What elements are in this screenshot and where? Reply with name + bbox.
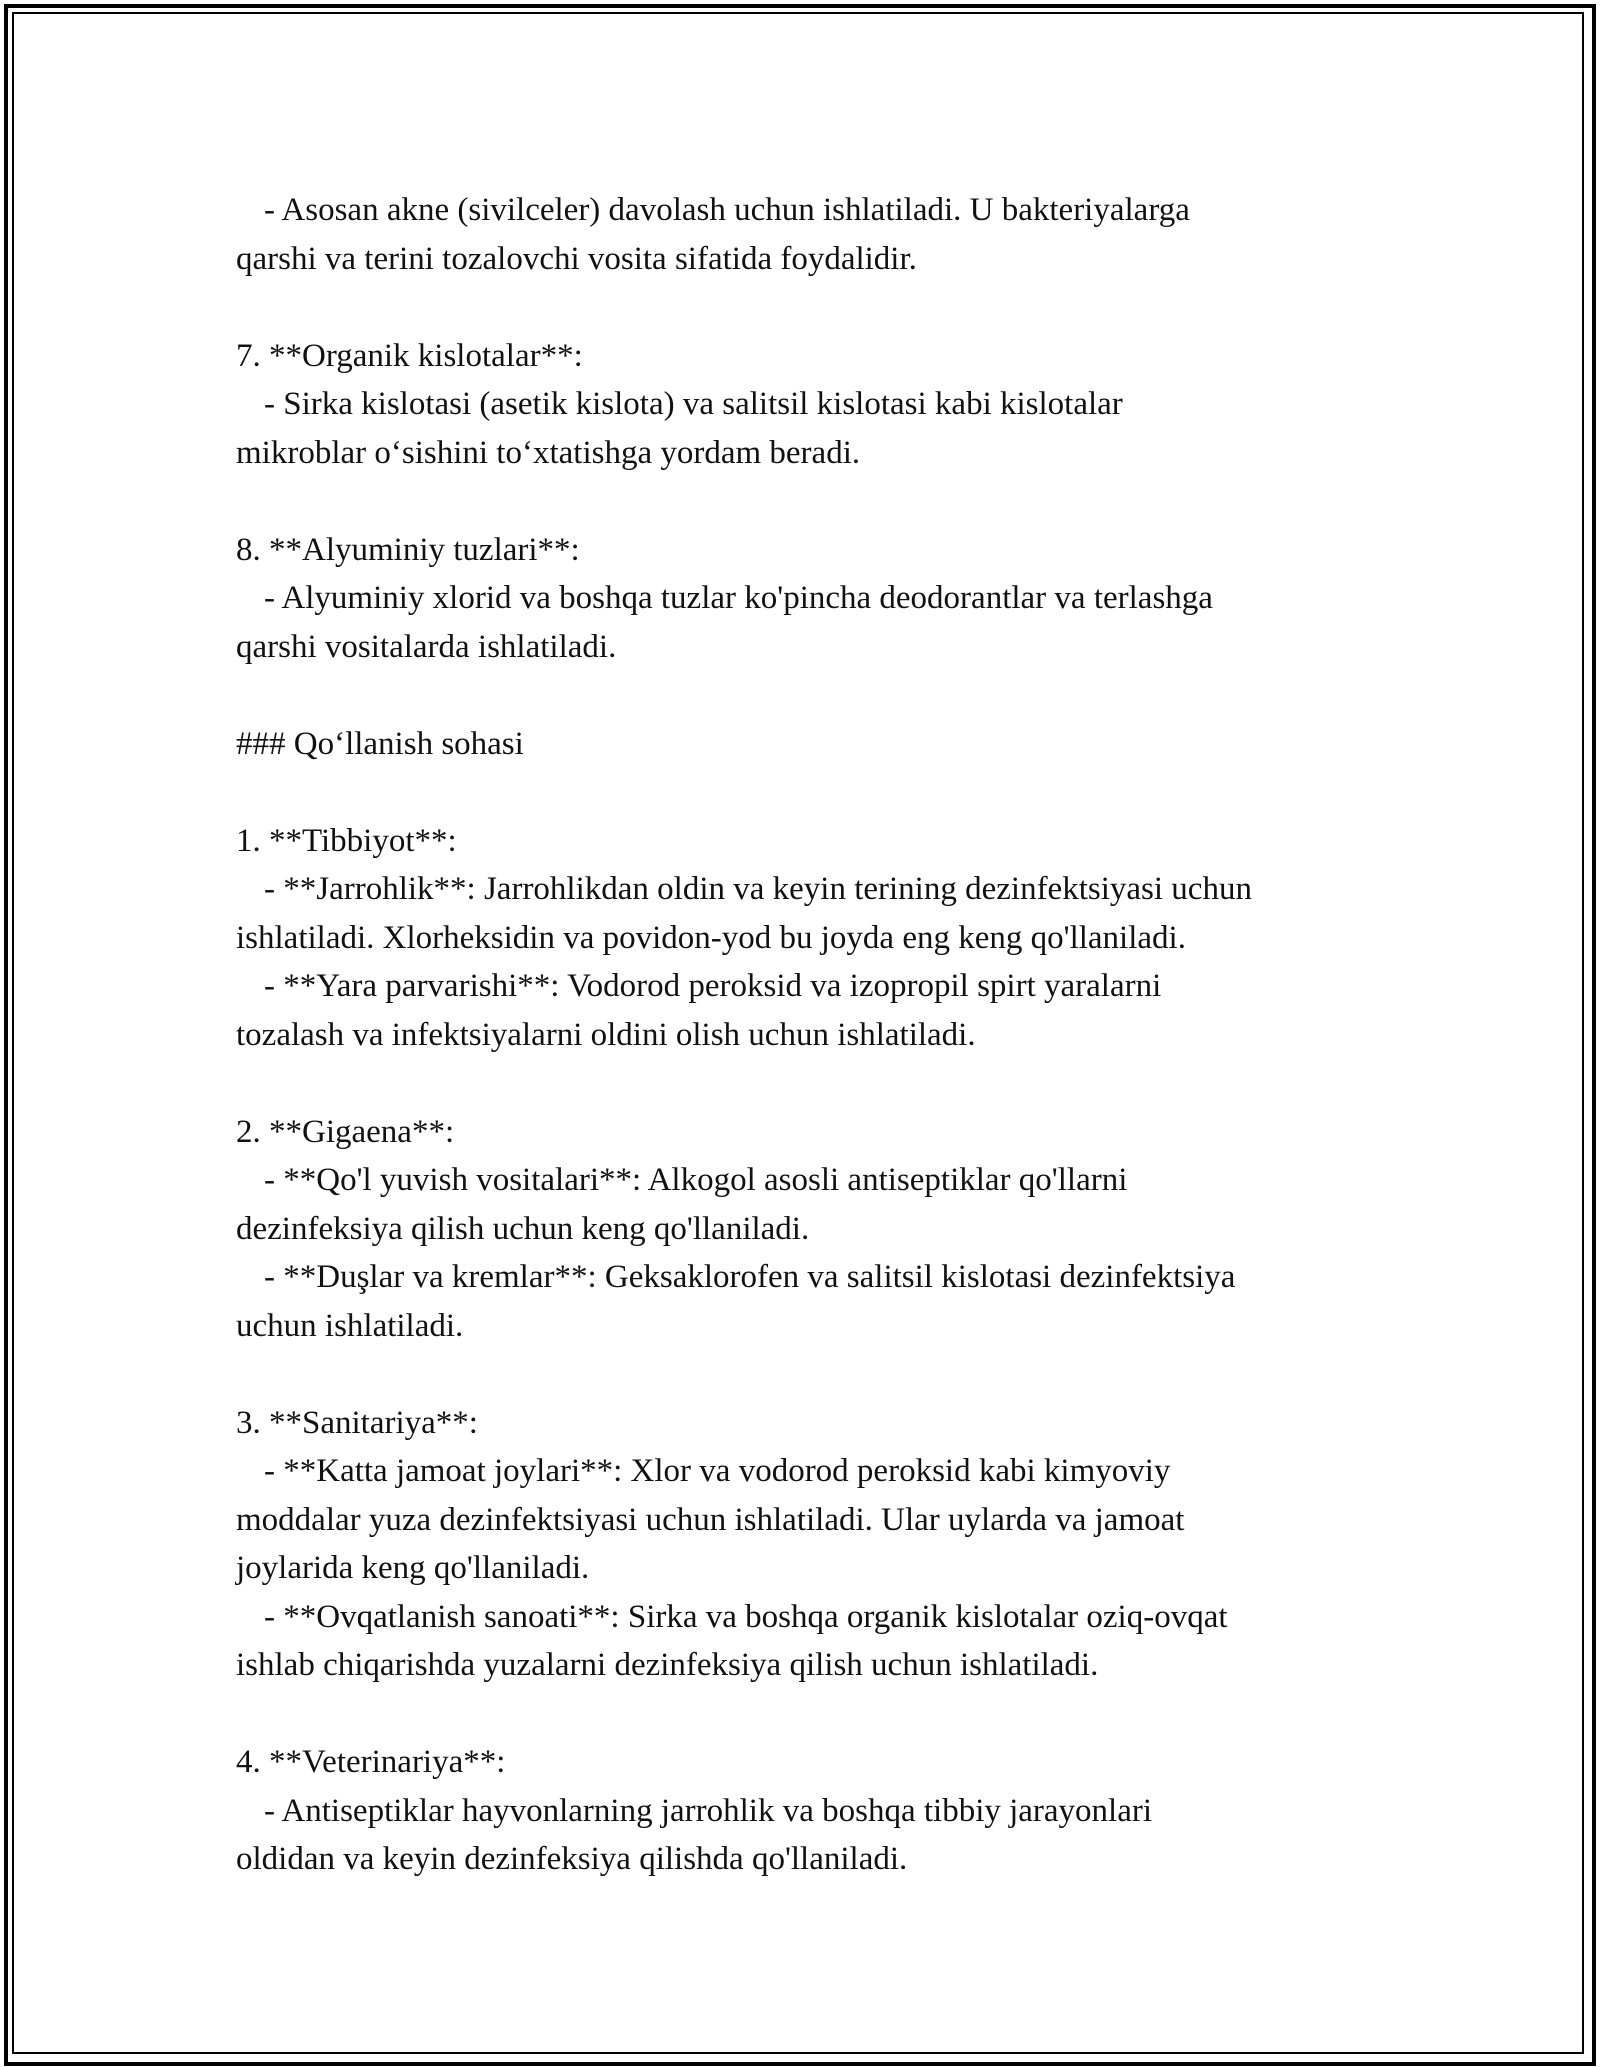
document-body: [236, 186, 1416, 1932]
text-line: 8. **Alyuminiy tuzlari**:: [236, 531, 580, 568]
text-line: dezinfeksiya qilish uchun keng qo'llaniladi.: [236, 1210, 810, 1247]
text-block: [236, 526, 1416, 672]
text-block: [236, 186, 1416, 283]
text-line: oldidan va keyin dezinfeksiya qilishda qo'llaniladi.: [236, 1841, 908, 1877]
text-line: - Antiseptiklar hayvonlarning jarrohlik va boshqa tibbiy jarayonlari: [264, 1792, 1153, 1829]
text-line: uchun ishlatiladi.: [236, 1307, 464, 1344]
text-line: joylarida keng qo'llaniladi.: [236, 1550, 590, 1586]
text-line: - **Duşlar va kremlar**: Geksaklorofen va salitsil kislotasi dezinfektsiya: [264, 1259, 1236, 1295]
text-line: qarshi va terini tozalovchi vosita sifatida foydalidir.: [236, 240, 917, 277]
text-block: [236, 332, 1416, 478]
text-line: tozalash va infektsiyalarni oldini olish uchun ishlatiladi.: [236, 1016, 976, 1053]
text-line: - **Yara parvarishi**: Vodorod peroksid va izopropil spirt yaralarni: [264, 968, 1162, 1004]
text-block: [236, 1399, 1416, 1690]
text-line: - Asosan akne (sivilceler) davolash uchun ishlatiladi. U bakteriyalarga: [264, 192, 1190, 228]
text-block: [236, 720, 1416, 769]
text-line: - Sirka kislotasi (asetik kislota) va salitsil kislotasi kabi kislotalar: [264, 386, 1123, 422]
text-block: [236, 1738, 1416, 1884]
text-line: - Alyuminiy xlorid va boshqa tuzlar ko'pincha deodorantlar va terlashga: [264, 580, 1213, 616]
text-line: 7. **Organik kislotalar**:: [236, 337, 583, 374]
text-line: 1. **Tibbiyot**:: [236, 822, 457, 859]
text-line: 4. **Veterinariya**:: [236, 1744, 506, 1780]
text-line: ### Qo‘llanish sohasi: [236, 725, 524, 762]
text-line: - **Qo'l yuvish vositalari**: Alkogol asosli antiseptiklar qo'llarni: [264, 1162, 1128, 1198]
text-line: - **Katta jamoat joylari**: Xlor va vodorod peroksid kabi kimyoviy: [264, 1453, 1171, 1489]
text-line: - **Ovqatlanish sanoati**: Sirka va boshqa organik kislotalar oziq-ovqat: [264, 1598, 1228, 1635]
text-block: [236, 1108, 1416, 1351]
text-line: ishlab chiqarishda yuzalarni dezinfeksiya qilish uchun ishlatiladi.: [236, 1647, 1099, 1683]
text-line: mikroblar o‘sishini to‘xtatishga yordam beradi.: [236, 434, 861, 471]
text-line: qarshi vositalarda ishlatiladi.: [236, 628, 617, 665]
text-line: 2. **Gigaena**:: [236, 1113, 455, 1150]
text-block: [236, 817, 1416, 1060]
text-line: moddalar yuza dezinfektsiyasi uchun ishlatiladi. Ular uylarda va jamoat: [236, 1501, 1185, 1538]
text-line: 3. **Sanitariya**:: [236, 1404, 478, 1441]
text-line: - **Jarrohlik**: Jarrohlikdan oldin va keyin terining dezinfektsiyasi uchun: [264, 871, 1252, 907]
text-line: ishlatiladi. Xlorheksidin va povidon-yod bu joyda eng keng qo'llaniladi.: [236, 919, 1186, 956]
